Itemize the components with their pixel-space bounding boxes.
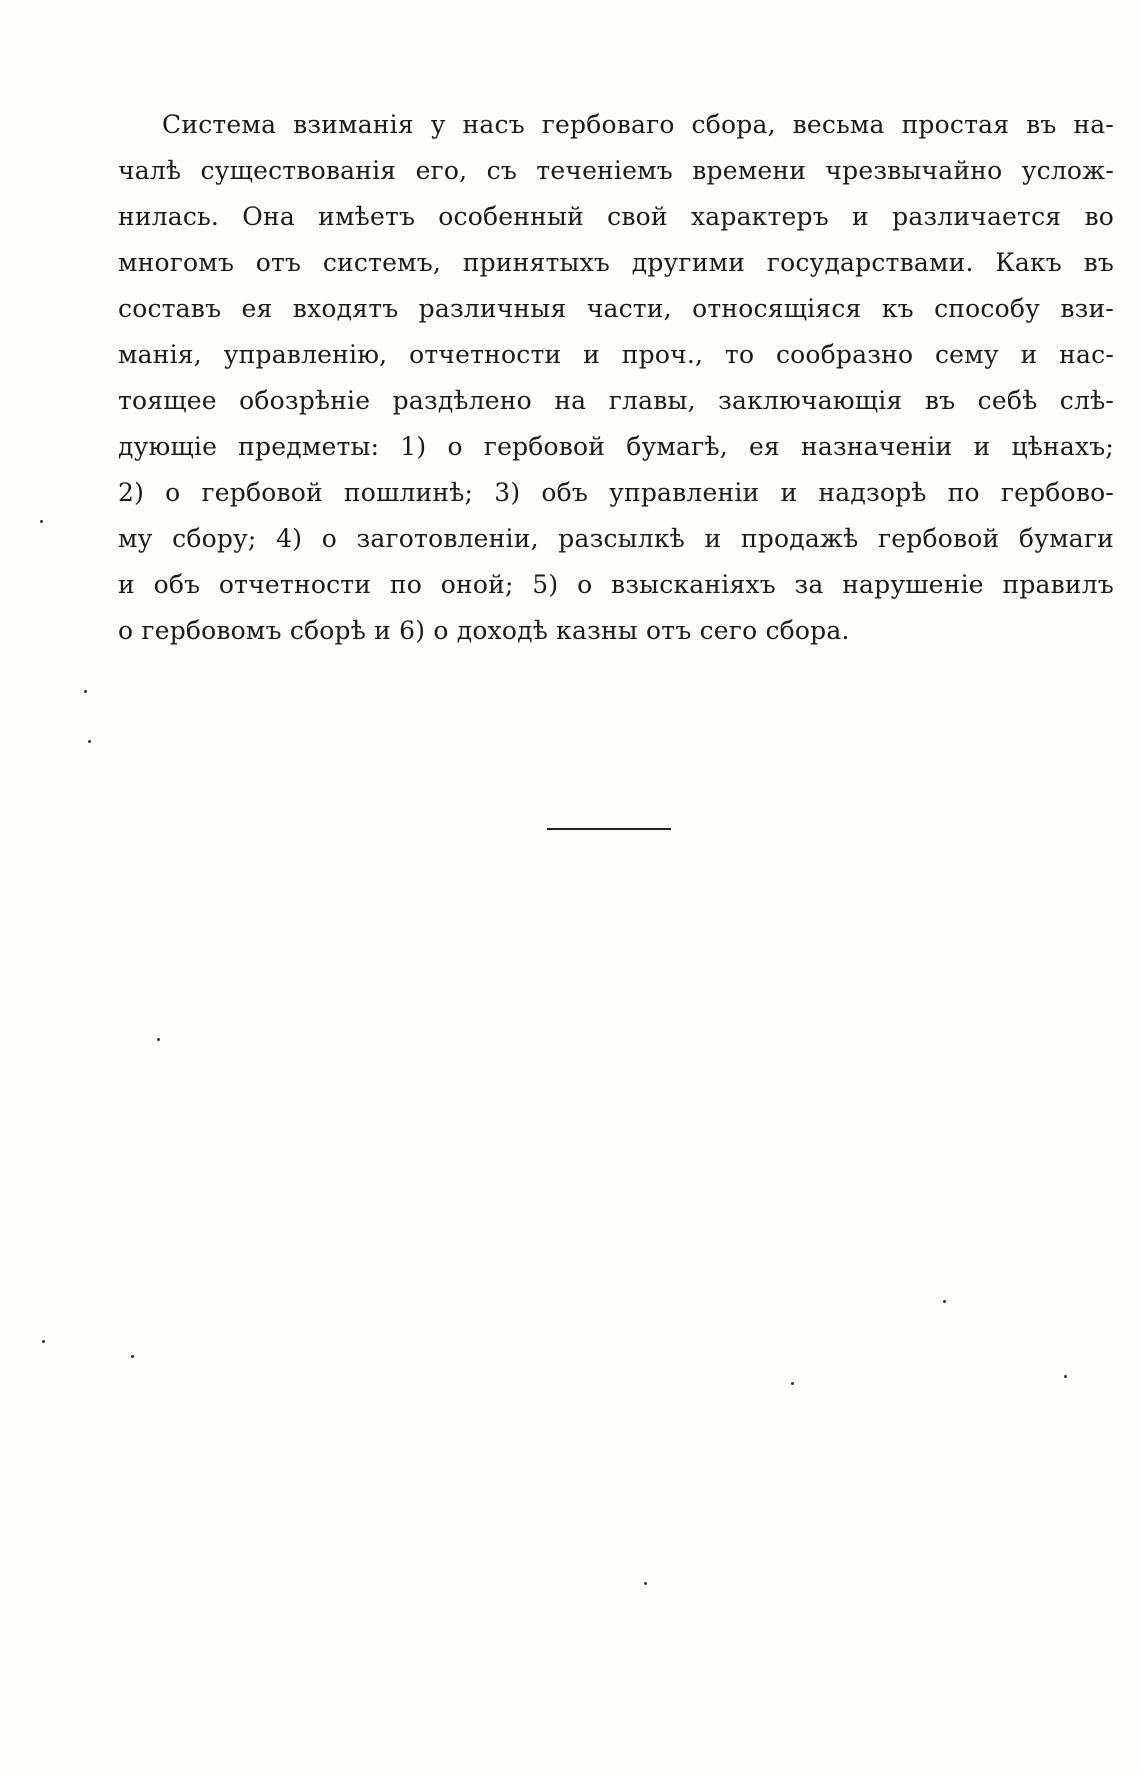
scan-speck xyxy=(943,1300,946,1303)
paragraph-line-5: составъ ея входятъ различныя части, относящіяся къ способу взи- xyxy=(118,294,1114,323)
scan-speck xyxy=(42,1340,45,1343)
paragraph-line-3: нилась. Она имѣетъ особенный свой характеръ и различается во xyxy=(118,202,1114,231)
scan-speck xyxy=(84,690,87,693)
paragraph-line-11: и объ отчетности по оной; 5) о взысканіяхъ за нарушеніе правилъ xyxy=(118,570,1114,599)
paragraph-line-1: Система взиманія у насъ гербоваго сбора, весьма простая въ на- xyxy=(162,110,1114,139)
paragraph-line-8: дующіе предметы: 1) о гербовой бумагѣ, ея назначеніи и цѣнахъ; xyxy=(118,432,1114,461)
scan-speck xyxy=(131,1355,134,1358)
section-divider-rule xyxy=(547,828,671,830)
paragraph-line-4: многомъ отъ системъ, принятыхъ другими государствами. Какъ въ xyxy=(118,248,1114,277)
main-paragraph xyxy=(118,102,1114,654)
scan-speck xyxy=(40,520,43,523)
paragraph-line-2: чалѣ существованія его, съ теченіемъ времени чрезвычайно услож- xyxy=(118,156,1114,185)
paragraph-line-12: о гербовомъ сборѣ и 6) о доходѣ казны отъ сего сбора. xyxy=(118,616,850,645)
paragraph-line-6: манія, управленію, отчетности и проч., то сообразно сему и нас- xyxy=(118,340,1114,369)
paragraph-line-7: тоящее обозрѣніе раздѣлено на главы, заключающія въ себѣ слѣ- xyxy=(118,386,1114,415)
scan-speck xyxy=(88,740,91,743)
scan-speck xyxy=(157,1038,160,1041)
scan-speck xyxy=(644,1582,647,1585)
scan-speck xyxy=(791,1382,794,1385)
paragraph-line-9: 2) о гербовой пошлинѣ; 3) объ управленіи и надзорѣ по гербово- xyxy=(118,478,1114,507)
scan-speck xyxy=(1064,1375,1067,1378)
paragraph-line-10: му сбору; 4) о заготовленіи, разсылкѣ и продажѣ гербовой бумаги xyxy=(118,524,1114,553)
